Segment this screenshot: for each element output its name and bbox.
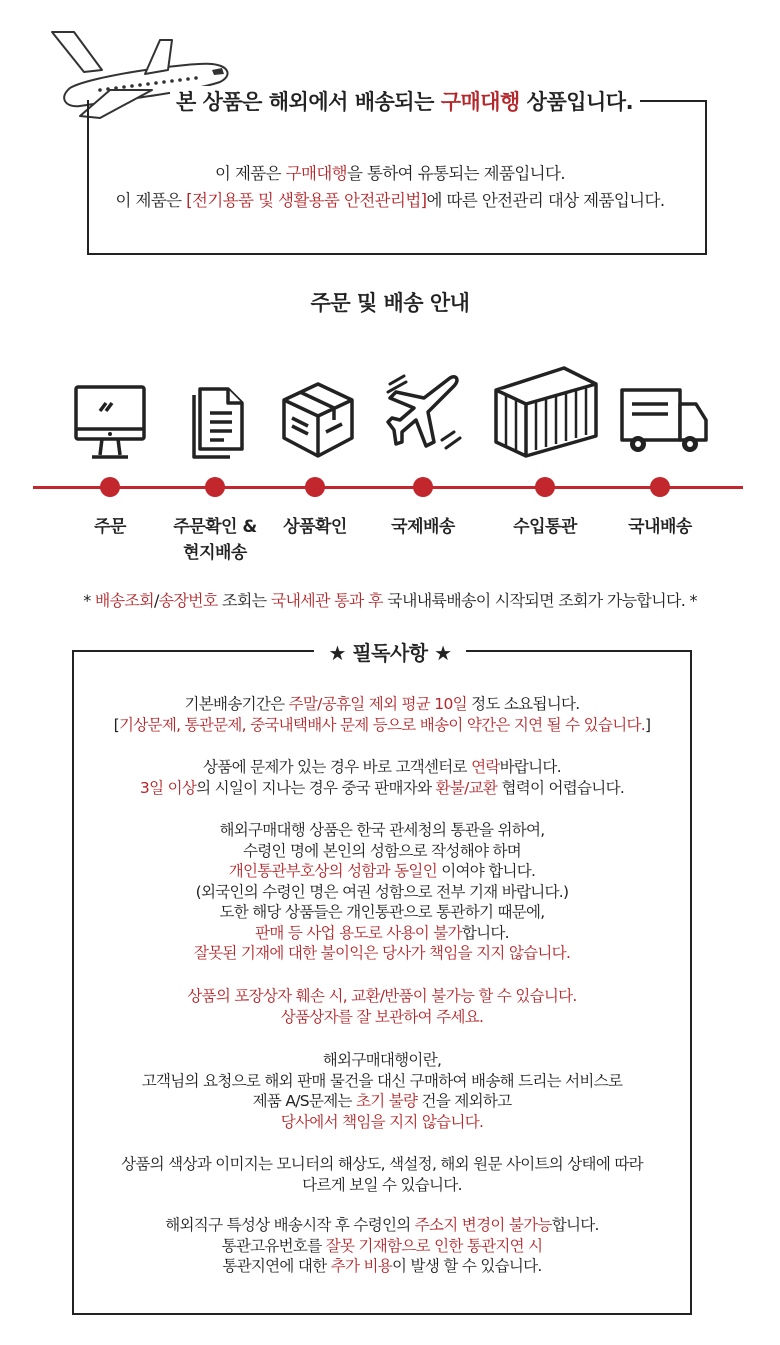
monitor-icon <box>74 385 146 461</box>
airplane-icon <box>384 372 462 454</box>
must-read-paragraph-delivery-period: 기본배송기간은 주말/공휴일 제외 평균 10일 정도 소요됩니다. [기상문제, 통관문제, 중국내택배사 문제 등으로 배송이 약간은 지연 될 수 있습니다.] <box>113 695 651 734</box>
must-read-paragraph-purchase-agent: 해외구매대행이란, 고객님의 요청으로 해외 판매 물건을 대신 구매하여 배송해 드리는 서비스로 제품 A/S문제는 초기 불량 건을 제외하고 당사에서 책임을 지지 않습니다. <box>141 1051 623 1131</box>
delivery-truck-icon <box>618 386 710 456</box>
timeline-dot <box>205 477 225 497</box>
package-box-icon <box>280 380 356 460</box>
must-read-paragraph-contact: 상품에 문제가 있는 경우 바로 고객센터로 연락바랍니다. 3일 이상의 시일이 지나는 경우 중국 판매자와 환불/교환 협력이 어렵습니다. <box>139 758 625 797</box>
step-label-domestic-shipping: 국내배송 <box>628 517 692 537</box>
step-label-order-confirm: 주문확인 & 현지배송 <box>173 517 257 563</box>
top-notice-line-2: 이 제품은 [전기용품 및 생활용품 안전관리법]에 따른 안전관리 대상 제품입니다. <box>115 191 665 210</box>
must-read-paragraph-address-change: 해외직구 특성상 배송시작 후 수령인의 주소지 변경이 불가능합니다. 통관고유번호를 잘못 기재함으로 인한 통관지연 시 통관지연에 대한 추가 비용이 발생 할 수 있습니다. <box>165 1216 599 1275</box>
shipping-container-icon <box>492 362 600 458</box>
timeline-dot <box>535 477 555 497</box>
step-label-product-check: 상품확인 <box>283 517 347 537</box>
step-label-order: 주문 <box>94 517 126 537</box>
top-notice-line-1: 이 제품은 구매대행을 통하여 유통되는 제품입니다. <box>214 164 565 183</box>
step-label-import-customs: 수입통관 <box>513 517 577 537</box>
top-notice-title: 본 상품은 해외에서 배송되는 구매대행 상품입니다. <box>170 86 639 116</box>
must-read-title: ★ 필독사항 ★ <box>0 637 780 666</box>
order-shipping-guide-title: 주문 및 배송 안내 <box>310 291 470 315</box>
step-label-international-shipping: 국제배송 <box>391 517 455 537</box>
timeline-dot <box>650 477 670 497</box>
tracking-notice: * 배송조회/송장번호 조회는 국내세관 통과 후 국내내륙배송이 시작되면 조회가 가능합니다. * <box>83 591 697 610</box>
documents-icon <box>190 385 246 461</box>
must-read-paragraph-packaging: 상품의 포장상자 훼손 시, 교환/반품이 불가능 할 수 있습니다. 상품상자를 잘 보관하여 주세요. <box>187 987 577 1026</box>
shipping-timeline-line <box>33 486 743 489</box>
timeline-dot <box>305 477 325 497</box>
must-read-paragraph-color: 상품의 색상과 이미지는 모니터의 해상도, 색설정, 해외 원문 사이트의 상태에 따라 다르게 보일 수 있습니다. <box>121 1155 643 1194</box>
timeline-dot <box>413 477 433 497</box>
top-box-border-segment <box>640 100 707 102</box>
timeline-dot <box>100 477 120 497</box>
must-read-paragraph-customs-name: 해외구매대행 상품은 한국 관세청의 통관을 위하여, 수령인 명에 본인의 성함으로 작성해야 하며 개인통관부호상의 성함과 동일인 이여야 합니다. (외국인의 수령인 명은 여권 성함으로 전부 기재 바랍니다.) 도한 해당 상품들은 개인통관으로 통관하기 때문에, 판매 등 사업 용도로 사용이 불가합니다. 잘못된 기재에 대한 불이익은 당사가 책임을 지지 않습니다. <box>193 821 571 962</box>
